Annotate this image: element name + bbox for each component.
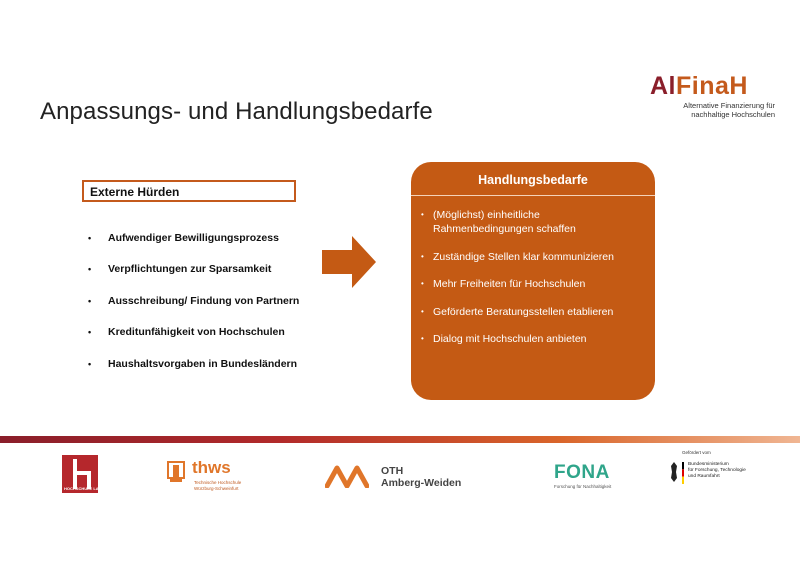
list-item: • Ausschreibung/ Findung von Partnern bbox=[88, 294, 300, 307]
bullet-icon: • bbox=[88, 264, 92, 275]
needs-panel bbox=[411, 162, 655, 400]
list-item: • Haushaltsvorgaben in Bundesländern bbox=[88, 357, 298, 370]
arrow-right-icon bbox=[322, 236, 376, 288]
flag-icon bbox=[682, 462, 684, 484]
bullet-icon: • bbox=[88, 232, 92, 243]
thws-mark-icon bbox=[166, 460, 186, 484]
list-item: • Dialog mit Hochschulen anbieten bbox=[421, 333, 587, 345]
landshut-logo: HOCHSCHULE LANDSHUT bbox=[62, 455, 98, 493]
eagle-icon bbox=[670, 460, 678, 484]
landshut-h-icon bbox=[73, 459, 93, 489]
alfinah-logo bbox=[650, 72, 775, 119]
bullet-icon: • bbox=[421, 306, 424, 316]
oth-mark-icon bbox=[325, 464, 369, 488]
oth-logo: OTH Amberg-Weiden bbox=[325, 464, 485, 490]
bullet-icon: • bbox=[421, 334, 424, 343]
alfinah-tagline: Alternative Finanzierung für nachhaltige Hochschulen bbox=[683, 101, 775, 119]
footer-divider bbox=[0, 436, 800, 443]
bullet-icon: • bbox=[421, 251, 424, 261]
slide-title: Anpassungs- und Handlungsbedarfe bbox=[40, 98, 433, 125]
thws-logo: thws Technische Hochschule Würzburg-Schweinfurt bbox=[166, 460, 266, 492]
bullet-icon: • bbox=[88, 327, 92, 338]
list-item: • Zuständige Stellen klar kommunizieren bbox=[421, 250, 614, 263]
hurdles-list bbox=[88, 222, 338, 380]
needs-list bbox=[411, 196, 655, 346]
bullet-icon: • bbox=[88, 295, 92, 306]
alfinah-wordmark: AlFinaH bbox=[650, 72, 748, 100]
list-item: • Mehr Freiheiten für Hochschulen bbox=[421, 278, 586, 290]
list-item: • (Möglichst) einheitliche Rahmenbedingungen schaffen bbox=[421, 209, 576, 235]
bmbf-logo: Gefördert vom Bundesministerium für Forschung, Technologie und Raumfahrt bbox=[670, 450, 770, 500]
hurdles-heading: Externe Hürden bbox=[82, 180, 296, 202]
list-item: • Kreditunfähigkeit von Hochschulen bbox=[88, 326, 285, 339]
list-item: • Geförderte Beratungsstellen etablieren bbox=[421, 305, 614, 318]
fona-logo: FONA Forschung für Nachhaltigkeit bbox=[554, 462, 612, 489]
needs-heading: Handlungsbedarfe bbox=[411, 162, 655, 196]
list-item: • Aufwendiger Bewilligungsprozess bbox=[88, 231, 279, 244]
bullet-icon: • bbox=[421, 279, 424, 288]
bullet-icon: • bbox=[88, 358, 92, 369]
bullet-icon: • bbox=[421, 210, 424, 219]
list-item: • Verpflichtungen zur Sparsamkeit bbox=[88, 263, 272, 276]
